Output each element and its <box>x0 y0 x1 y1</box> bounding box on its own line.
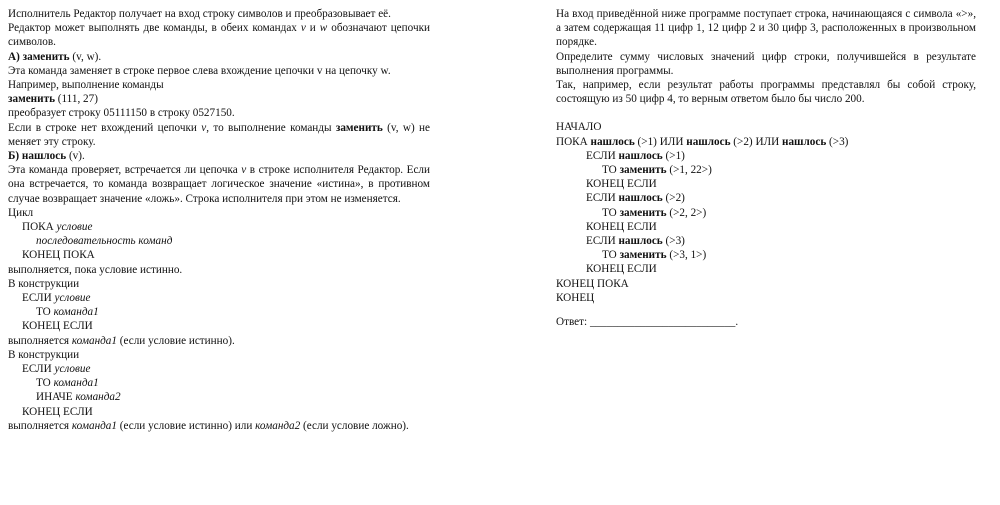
while-explanation: выполняется, пока условие истинно. <box>8 263 183 276</box>
while-line: ПОКА условие <box>22 221 93 234</box>
example-command: заменить (111, 27) <box>8 93 98 106</box>
command-a-description: Эта команда заменяет в строке первое слева вхождение цепочки v на цепочку w. <box>8 64 391 77</box>
program-endif-2: КОНЕЦ ЕСЛИ <box>586 220 657 233</box>
while-body: последовательность команд <box>36 235 173 248</box>
command-b-description: Эта команда проверяет, встречается ли цепочка v в строке исполнителя Редактор. Если она встречается, то команда возвращает логическое значение «истина», в противном случае возвращает значение «ложь». Строка исполнителя при этом не изменяется. <box>8 164 430 205</box>
program-then-1: ТО заменить (>1, 22>) <box>602 164 712 177</box>
program-if-2: ЕСЛИ нашлось (>2) <box>586 192 685 205</box>
answer-field[interactable]: __________________________. <box>589 316 739 329</box>
then-line-1: ТО команда1 <box>36 306 99 319</box>
cycle-heading: Цикл <box>8 206 34 219</box>
program-end-while: КОНЕЦ ПОКА <box>556 277 629 290</box>
intro-paragraph: Исполнитель Редактор получает на вход строку символов и преобразовывает её. <box>8 8 391 20</box>
answer-label: Ответ: <box>556 316 590 329</box>
command-a-heading: А) заменить (v, w). <box>8 50 102 63</box>
program-end: КОНЕЦ <box>556 291 595 304</box>
answer-line <box>556 315 976 329</box>
command-b-heading: Б) нашлось (v). <box>8 150 85 163</box>
program-endif-3: КОНЕЦ ЕСЛИ <box>586 263 657 276</box>
if-line-1: ЕСЛИ условие <box>22 292 91 305</box>
commands-intro: Редактор может выполнять две команды, в обеих командах v и w обозначают цепочки символов. <box>8 22 430 49</box>
if-line-2: ЕСЛИ условие <box>22 363 91 376</box>
task-statement: На вход приведённой ниже программе поступает строка, начинающаяся с символа «>», а затем содержащая 11 цифр 1, 12 цифр 2 и 30 цифр 3, расположенных в произвольном порядке. <box>556 8 976 49</box>
program-if-3: ЕСЛИ нашлось (>3) <box>586 235 685 248</box>
construct-heading-1: В конструкции <box>8 277 80 290</box>
then-line-2: ТО команда1 <box>36 377 99 390</box>
end-if-line-2: КОНЕЦ ЕСЛИ <box>22 405 93 418</box>
program-then-2: ТО заменить (>2, 2>) <box>602 206 707 219</box>
construct-heading-2: В конструкции <box>8 348 80 361</box>
program-begin: НАЧАЛО <box>556 121 602 134</box>
program-if-1: ЕСЛИ нашлось (>1) <box>586 149 685 162</box>
task-column <box>556 7 976 329</box>
example-intro: Например, выполнение команды <box>8 79 164 92</box>
program-then-3: ТО заменить (>3, 1>) <box>602 249 707 262</box>
task-question: Определите сумму числовых значений цифр строки, получившейся в результате выполнения программы. <box>556 50 976 77</box>
if-explanation-2: выполняется команда1 (если условие истинно) или команда2 (если условие ложно). <box>8 419 409 432</box>
end-if-line-1: КОНЕЦ ЕСЛИ <box>22 320 93 333</box>
example-result: преобразует строку 05111150 в строку 0527150. <box>8 107 235 120</box>
theory-column <box>8 7 430 433</box>
program-endif-1: КОНЕЦ ЕСЛИ <box>586 178 657 191</box>
end-while-line: КОНЕЦ ПОКА <box>22 249 95 262</box>
program-while: ПОКА нашлось (>1) ИЛИ нашлось (>2) ИЛИ нашлось (>3) <box>556 135 849 148</box>
if-explanation-1: выполняется команда1 (если условие истинно). <box>8 334 235 347</box>
else-line: ИНАЧЕ команда2 <box>36 391 121 404</box>
task-example: Так, например, если результат работы программы представлял бы собой строку, состоящую из 50 цифр 4, то верным ответом было бы число 200. <box>556 79 976 106</box>
no-entry-paragraph: Если в строке нет вхождений цепочки v, то выполнение команды заменить (v, w) не меняет эту строку. <box>8 121 430 148</box>
